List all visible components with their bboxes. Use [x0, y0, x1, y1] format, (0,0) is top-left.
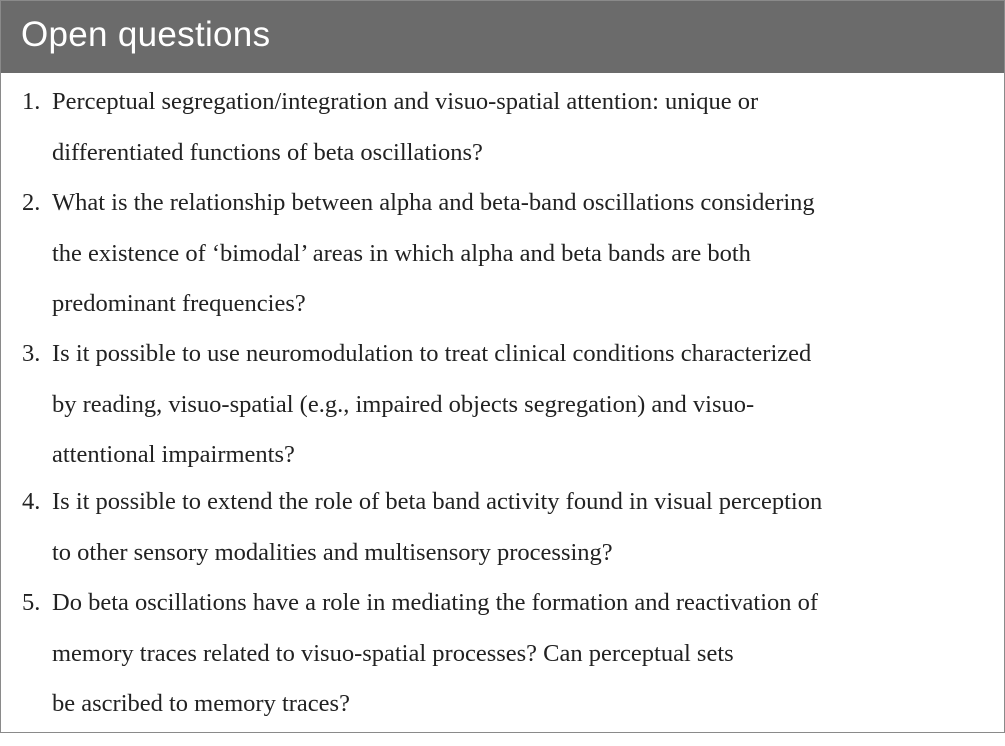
question-text-line: the existence of ‘bimodal’ areas in which alpha and beta bands are both	[52, 239, 751, 267]
question-number: 3.	[22, 340, 41, 367]
question-text-line: by reading, visuo-spatial (e.g., impaired objects segregation) and visuo-	[52, 390, 755, 418]
question-text-line: be ascribed to memory traces?	[52, 690, 350, 717]
question-text-line: memory traces related to visuo-spatial processes? Can perceptual sets	[52, 639, 734, 667]
box-header	[1, 1, 1004, 73]
question-text-line: predominant frequencies?	[52, 290, 306, 317]
box-title: Open questions	[21, 15, 271, 54]
question-text-line: Perceptual segregation/integration and visuo-spatial attention: unique or	[52, 88, 759, 115]
question-number: 4.	[22, 488, 41, 515]
question-text-line: Is it possible to use neuromodulation to treat clinical conditions characterized	[52, 340, 812, 367]
question-number: 1.	[22, 88, 41, 115]
question-text-line: Do beta oscillations have a role in mediating the formation and reactivation of	[52, 589, 819, 616]
question-text-line: differentiated functions of beta oscillations?	[52, 138, 483, 166]
question-text-line: Is it possible to extend the role of beta band activity found in visual perception	[52, 488, 823, 515]
question-number: 2.	[22, 189, 41, 216]
question-text-line: attentional impairments?	[52, 441, 295, 468]
question-text-line: What is the relationship between alpha and beta-band oscillations considering	[52, 189, 815, 216]
question-number: 5.	[22, 589, 41, 616]
question-text-line: to other sensory modalities and multisensory processing?	[52, 538, 613, 566]
